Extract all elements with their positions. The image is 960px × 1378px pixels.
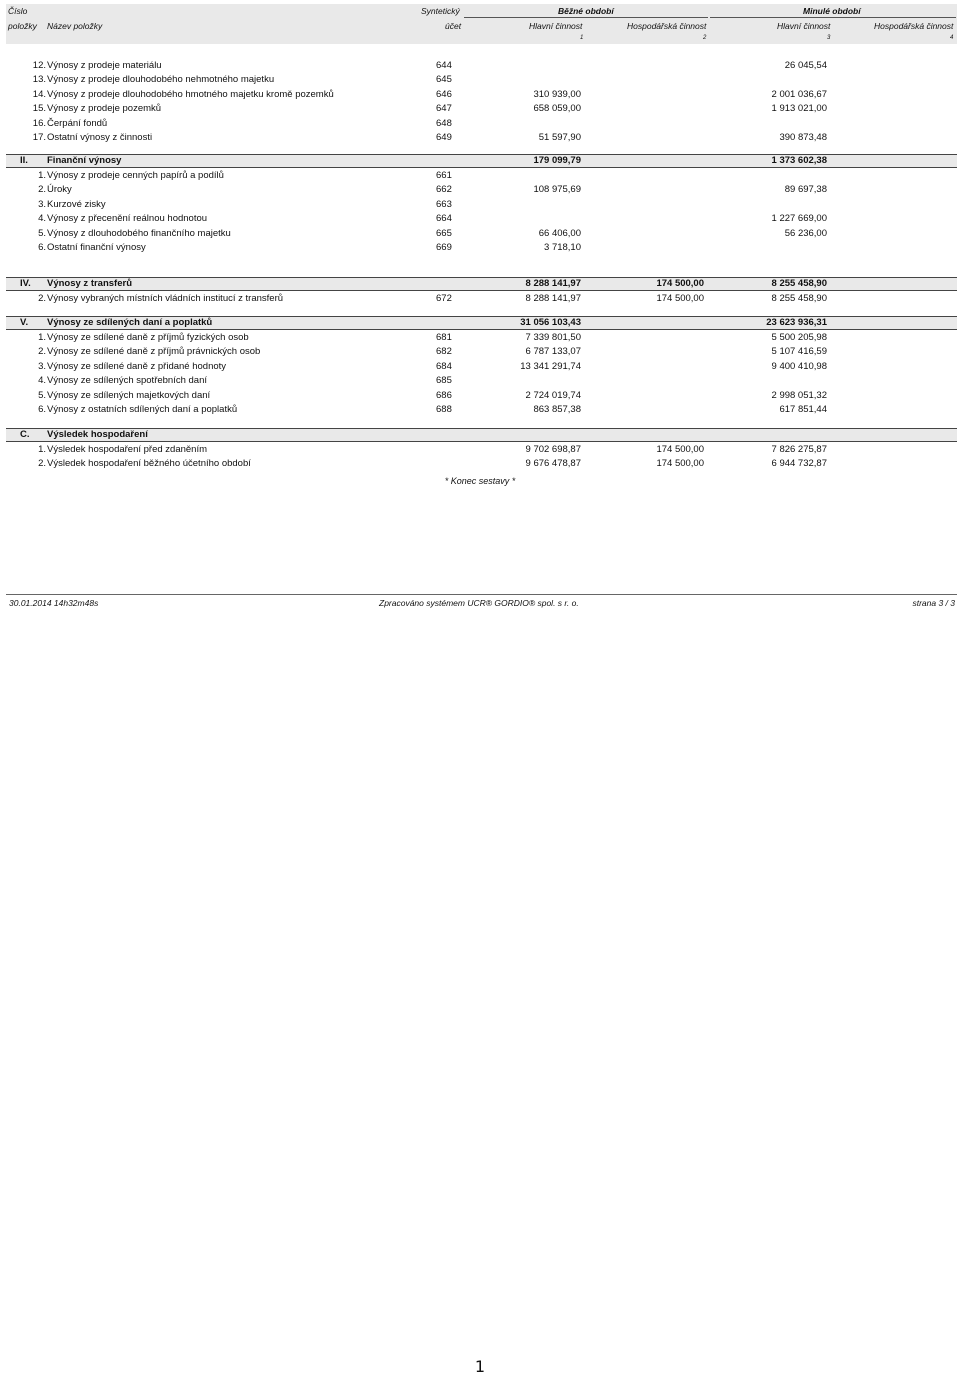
row-account: 664 [436, 213, 452, 225]
previous-main-activity-label: Hlavní činnost [777, 21, 831, 31]
row-account: 684 [436, 360, 452, 372]
footer-processed-by: Zpracováno systémem UCR® GORDIO® spol. s r. o. [379, 598, 579, 608]
row-number: 3. [38, 198, 46, 210]
row-account: 663 [436, 198, 452, 210]
row-current-main: 3 718,10 [544, 242, 581, 254]
section-number: IV. [20, 278, 31, 289]
table-row [6, 241, 957, 255]
current-main-activity-label: Hlavní činnost [529, 21, 583, 31]
row-account: 646 [436, 88, 452, 100]
row-number: 12. [32, 60, 46, 71]
previous-period-rule [710, 17, 956, 18]
col-account-label-1: Syntetický [421, 6, 460, 16]
row-previous-main: 2 998 051,32 [771, 389, 827, 401]
col-number-2: 2 [703, 35, 707, 41]
current-economic-activity-label: Hospodářská činnost [627, 21, 707, 31]
col-number-label-1: Číslo [8, 6, 28, 16]
table-row [6, 131, 957, 145]
row-account: 682 [436, 346, 452, 358]
row-number: 1. [38, 444, 46, 455]
section-number: II. [20, 155, 28, 166]
col-account-label-2: účet [445, 21, 462, 31]
table-row [6, 345, 957, 359]
row-number: 13. [32, 74, 46, 86]
row-number: 6. [38, 242, 46, 254]
row-name: Ostatní výnosy z činnosti [47, 132, 153, 144]
table-row [6, 73, 957, 87]
footer-page-info: strana 3 / 3 [912, 598, 955, 608]
table-row [6, 457, 957, 471]
row-account: 685 [436, 375, 452, 387]
row-current-main: 658 059,00 [533, 103, 581, 115]
col-number-4: 4 [950, 35, 954, 41]
table-row [6, 212, 957, 226]
row-current-main: 9 702 698,87 [525, 444, 581, 455]
row-current-economic: 174 500,00 [656, 293, 704, 304]
row-name: Výnosy ze sdílených spotřebních daní [47, 375, 208, 387]
row-name: Výnosy ze sdílené daně z přidané hodnoty [47, 360, 227, 372]
section-header [6, 428, 957, 442]
section-header [6, 277, 957, 291]
section-current-main: 31 056 103,43 [520, 317, 581, 328]
row-name: Výnosy ze sdílené daně z příjmů fyzických osob [47, 332, 249, 343]
section-current-main: 8 288 141,97 [525, 278, 581, 289]
row-name: Výnosy vybraných místních vládních institucí z transferů [47, 293, 284, 304]
row-previous-main: 7 826 275,87 [771, 444, 827, 455]
row-current-main: 863 857,38 [533, 404, 581, 416]
table-row [6, 374, 957, 388]
row-name: Výnosy ze sdílené daně z příjmů právnických osob [47, 346, 261, 358]
row-account: 661 [436, 170, 452, 181]
row-previous-main: 6 944 732,87 [771, 458, 827, 470]
section-number: C. [20, 429, 30, 440]
section-previous-main: 1 373 602,38 [771, 155, 827, 166]
row-previous-main: 2 001 036,67 [771, 88, 827, 100]
col-number-1: 1 [580, 35, 584, 41]
section-title: Výnosy z transferů [47, 278, 132, 289]
row-account: 669 [436, 242, 452, 254]
current-period-rule [464, 17, 708, 18]
page-number: 1 [474, 1357, 486, 1376]
row-account: 681 [436, 332, 452, 343]
table-row [6, 59, 957, 73]
section-previous-main: 8 255 458,90 [771, 278, 827, 289]
current-period-label: Běžné období [558, 6, 614, 16]
row-number: 5. [38, 227, 46, 239]
row-previous-main: 1 227 669,00 [771, 213, 827, 225]
row-name: Úroky [47, 184, 72, 196]
row-current-main: 9 676 478,87 [525, 458, 581, 470]
row-current-main: 51 597,90 [538, 132, 581, 144]
row-number: 6. [38, 404, 46, 416]
previous-economic-activity-label: Hospodářská činnost [874, 21, 954, 31]
table-row [6, 227, 957, 241]
row-current-main: 13 341 291,74 [520, 360, 581, 372]
table-row [6, 88, 957, 102]
row-previous-main: 8 255 458,90 [771, 293, 827, 304]
col-name-label: Název položky [47, 21, 103, 31]
row-current-main: 7 339 801,50 [525, 332, 581, 343]
row-account: 662 [436, 184, 452, 196]
row-current-main: 8 288 141,97 [525, 293, 581, 304]
footer-rule [6, 594, 957, 595]
row-account: 665 [436, 227, 452, 239]
row-current-main: 66 406,00 [538, 227, 581, 239]
row-number: 4. [38, 375, 46, 387]
row-account: 672 [436, 293, 452, 304]
row-current-main: 310 939,00 [533, 88, 581, 100]
row-number: 17. [32, 132, 46, 144]
section-current-main: 179 099,79 [533, 155, 581, 166]
table-row [6, 443, 957, 457]
table-row [6, 169, 957, 183]
section-title: Výsledek hospodaření [47, 429, 148, 440]
table-row [6, 360, 957, 374]
row-name: Výnosy z dlouhodobého finančního majetku [47, 227, 231, 239]
row-previous-main: 26 045,54 [784, 60, 827, 71]
row-account: 649 [436, 132, 452, 144]
table-header [6, 4, 957, 44]
row-name: Čerpání fondů [47, 117, 108, 129]
row-number: 1. [38, 332, 46, 343]
row-account: 686 [436, 389, 452, 401]
section-title: Výnosy ze sdílených daní a poplatků [47, 317, 213, 328]
row-name: Výnosy z přecenění reálnou hodnotou [47, 213, 208, 225]
row-number: 16. [32, 117, 46, 129]
row-previous-main: 5 107 416,59 [771, 346, 827, 358]
table-row [6, 331, 957, 345]
row-number: 2. [38, 184, 46, 196]
row-previous-main: 1 913 021,00 [771, 103, 827, 115]
row-account: 645 [436, 74, 452, 86]
col-number-3: 3 [827, 35, 831, 41]
row-account: 688 [436, 404, 452, 416]
row-name: Výnosy z prodeje dlouhodobého hmotného majetku kromě pozemků [47, 88, 334, 100]
col-number-label-2: položky [8, 21, 37, 31]
row-number: 5. [38, 389, 46, 401]
row-number: 2. [38, 346, 46, 358]
previous-period-label: Minulé období [803, 6, 861, 16]
table-row [6, 117, 957, 131]
row-name: Výsledek hospodaření běžného účetního období [47, 458, 251, 470]
row-name: Výsledek hospodaření před zdaněním [47, 444, 208, 455]
section-title: Finanční výnosy [47, 155, 122, 166]
row-previous-main: 9 400 410,98 [771, 360, 827, 372]
row-name: Výnosy z ostatních sdílených daní a poplatků [47, 404, 238, 416]
section-previous-main: 23 623 936,31 [766, 317, 827, 328]
table-row [6, 403, 957, 417]
row-name: Výnosy z prodeje dlouhodobého nehmotného majetku [47, 74, 275, 86]
row-account: 644 [436, 60, 452, 71]
row-name: Výnosy z prodeje pozemků [47, 103, 162, 115]
end-of-report-note: * Konec sestavy * [444, 476, 516, 486]
row-previous-main: 89 697,38 [784, 184, 827, 196]
row-current-economic: 174 500,00 [656, 458, 704, 470]
row-previous-main: 56 236,00 [784, 227, 827, 239]
table-row [6, 292, 957, 306]
section-header [6, 316, 957, 330]
section-header [6, 154, 957, 168]
row-current-main: 2 724 019,74 [525, 389, 581, 401]
row-name: Ostatní finanční výnosy [47, 242, 146, 254]
row-number: 2. [38, 458, 46, 470]
table-row [6, 198, 957, 212]
table-row [6, 389, 957, 403]
row-name: Kurzové zisky [47, 198, 106, 210]
row-number: 14. [32, 88, 46, 100]
row-number: 1. [38, 170, 46, 181]
row-name: Výnosy z prodeje cenných papírů a podílů [47, 170, 224, 181]
row-name: Výnosy z prodeje materiálu [47, 60, 162, 71]
row-previous-main: 617 851,44 [779, 404, 827, 416]
row-number: 4. [38, 213, 46, 225]
row-number: 15. [32, 103, 46, 115]
row-account: 647 [436, 103, 452, 115]
row-number: 3. [38, 360, 46, 372]
row-previous-main: 390 873,48 [779, 132, 827, 144]
row-current-main: 6 787 133,07 [525, 346, 581, 358]
section-current-economic: 174 500,00 [656, 278, 704, 289]
table-row [6, 102, 957, 116]
row-current-main: 108 975,69 [533, 184, 581, 196]
table-row [6, 183, 957, 197]
row-number: 2. [38, 293, 46, 304]
row-account: 648 [436, 117, 452, 129]
row-current-economic: 174 500,00 [656, 444, 704, 455]
row-name: Výnosy ze sdílených majetkových daní [47, 389, 211, 401]
row-previous-main: 5 500 205,98 [771, 332, 827, 343]
section-number: V. [20, 317, 29, 328]
footer-timestamp: 30.01.2014 14h32m48s [9, 598, 99, 608]
